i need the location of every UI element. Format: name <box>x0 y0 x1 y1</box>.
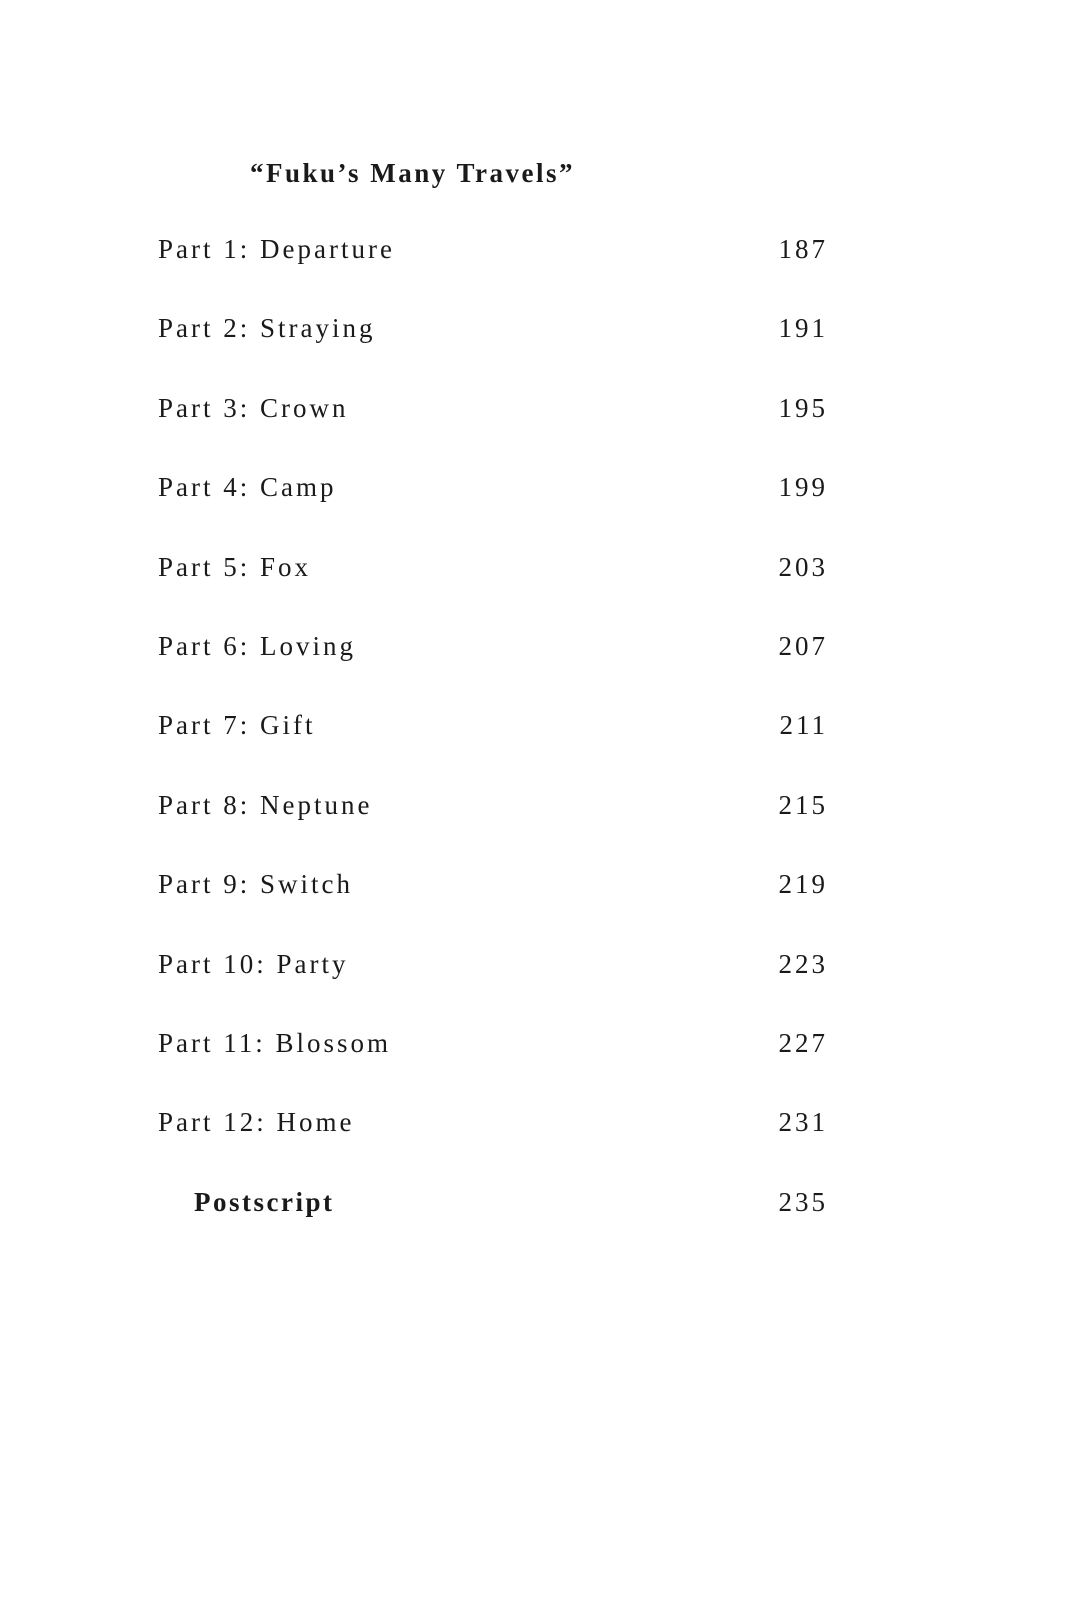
toc-entry-label: Part 10: Party <box>158 948 349 979</box>
toc-entry-part-4 <box>158 474 828 553</box>
toc-entry-part-10 <box>158 948 828 1030</box>
toc-entry-label: Part 9: Switch <box>158 869 353 900</box>
toc-entry-part-11 <box>158 1027 828 1109</box>
toc-entry-label: Part 7: Gift <box>158 710 316 741</box>
toc-entry-label: Part 8: Neptune <box>158 789 373 820</box>
toc-entry-page-number: 211 <box>779 710 828 741</box>
toc-entry-label: Part 6: Loving <box>158 630 356 661</box>
toc-entry-page-number: 187 <box>778 234 828 264</box>
toc-entry-part-2 <box>158 315 828 394</box>
toc-entry-label: Part 1: Departure <box>158 234 395 264</box>
toc-entry-page-number: 199 <box>778 472 828 503</box>
toc-entry-page-number: 227 <box>778 1027 828 1058</box>
toc-entry-part-9 <box>158 871 828 950</box>
toc-entry-part-5 <box>158 551 828 633</box>
toc-entry-part-7 <box>158 712 828 791</box>
toc-entry-page-number: 223 <box>778 948 828 979</box>
toc-entry-part-12 <box>158 1109 828 1188</box>
toc-entry-label: Part 11: Blossom <box>158 1027 392 1058</box>
toc-entry-label: Part 12: Home <box>158 1107 355 1138</box>
toc-entry-page-number: 215 <box>778 789 828 820</box>
table-of-contents <box>158 236 828 1268</box>
toc-entry-page-number: 195 <box>778 392 828 423</box>
toc-entry-part-3 <box>158 392 828 474</box>
toc-entry-label: Part 5: Fox <box>158 551 312 582</box>
toc-entry-label: Postscript <box>194 1186 335 1217</box>
toc-entry-page-number: 191 <box>778 313 828 344</box>
toc-entry-postscript <box>158 1186 828 1268</box>
toc-entry-page-number: 235 <box>778 1186 828 1217</box>
toc-entry-page-number: 203 <box>778 551 828 582</box>
section-title: “Fuku’s Many Travels” <box>250 158 576 188</box>
toc-entry-page-number: 207 <box>778 630 828 661</box>
toc-entry-label: Part 4: Camp <box>158 472 337 503</box>
toc-entry-part-8 <box>158 789 828 871</box>
toc-entry-part-6 <box>158 630 828 712</box>
toc-entry-part-1 <box>158 236 828 315</box>
toc-entry-page-number: 231 <box>778 1107 828 1138</box>
toc-entry-label: Part 2: Straying <box>158 313 376 344</box>
toc-entry-page-number: 219 <box>778 869 828 900</box>
toc-entry-label: Part 3: Crown <box>158 392 349 423</box>
